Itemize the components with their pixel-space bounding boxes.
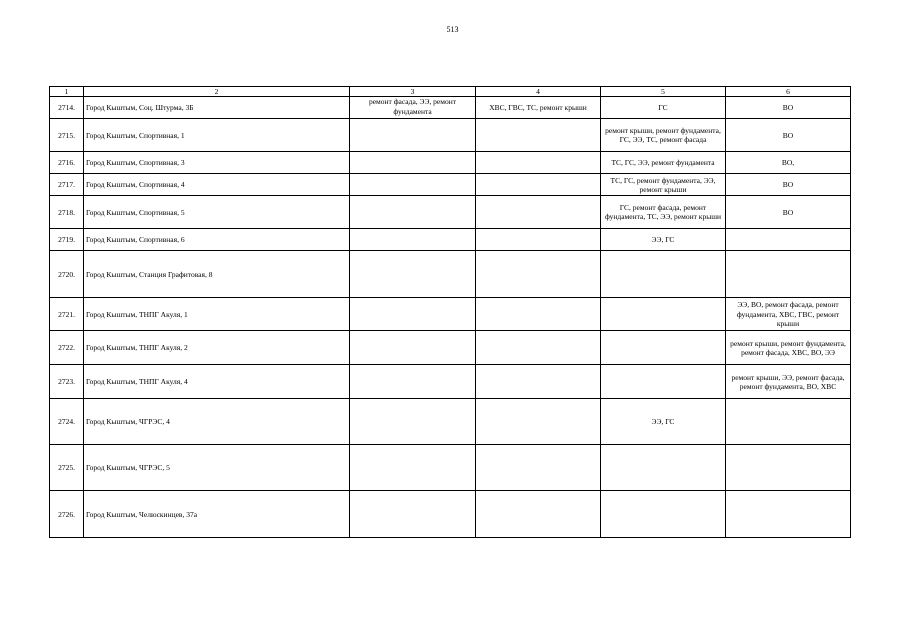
column-6-cell: ВО [726, 97, 851, 119]
header-cell: 2 [84, 87, 350, 97]
header-cell: 5 [601, 87, 726, 97]
table-row [50, 445, 851, 491]
column-4-cell [476, 251, 601, 298]
address-cell: Город Кыштым, Спортивная, 5 [84, 196, 350, 229]
address-cell: Город Кыштым, ТНПГ Акуля, 1 [84, 298, 350, 331]
table-row [50, 399, 851, 445]
row-number: 2723. [50, 365, 84, 399]
column-5-cell: ремонт крыши, ремонт фундамента, ГС, ЭЭ, ТС, ремонт фасада [601, 119, 726, 152]
column-4-cell [476, 196, 601, 229]
table-row [50, 365, 851, 399]
column-5-cell: ГС [601, 97, 726, 119]
column-4-cell [476, 152, 601, 174]
header-cell: 6 [726, 87, 851, 97]
row-number: 2718. [50, 196, 84, 229]
column-3-cell [350, 399, 476, 445]
column-5-cell: ТС, ГС, ЭЭ, ремонт фундамента [601, 152, 726, 174]
column-4-cell [476, 365, 601, 399]
column-5-cell [601, 445, 726, 491]
column-6-cell: ЭЭ, ВО, ремонт фасада, ремонт фундамента, ХВС, ГВС, ремонт крыши [726, 298, 851, 331]
address-cell: Город Кыштым, ЧГРЭС, 4 [84, 399, 350, 445]
column-5-cell: ГС, ремонт фасада, ремонт фундамента, ТС, ЭЭ, ремонт крыши [601, 196, 726, 229]
table-row [50, 229, 851, 251]
header-cell: 1 [50, 87, 84, 97]
table-row [50, 491, 851, 538]
column-4-cell [476, 229, 601, 251]
table-row [50, 298, 851, 331]
column-3-cell [350, 174, 476, 196]
address-cell: Город Кыштым, ТНПГ Акуля, 4 [84, 365, 350, 399]
page-number: 513 [446, 25, 459, 34]
column-5-cell [601, 331, 726, 365]
row-number: 2717. [50, 174, 84, 196]
column-3-cell [350, 445, 476, 491]
column-3-cell [350, 251, 476, 298]
address-cell: Город Кыштым, Спортивная, 1 [84, 119, 350, 152]
row-number: 2724. [50, 399, 84, 445]
address-cell: Город Кыштым, Спортивная, 3 [84, 152, 350, 174]
address-cell: Город Кыштым, ТНПГ Акуля, 2 [84, 331, 350, 365]
column-4-cell [476, 399, 601, 445]
header-cell: 3 [350, 87, 476, 97]
column-4-cell [476, 445, 601, 491]
column-3-cell [350, 331, 476, 365]
column-5-cell: ЭЭ, ГС [601, 229, 726, 251]
column-6-cell: ремонт крыши, ЭЭ, ремонт фасада, ремонт фундамента, ВО, ХВС [726, 365, 851, 399]
row-number: 2714. [50, 97, 84, 119]
column-3-cell [350, 229, 476, 251]
row-number: 2716. [50, 152, 84, 174]
column-4-cell [476, 491, 601, 538]
column-6-cell [726, 251, 851, 298]
column-3-cell: ремонт фасада, ЭЭ, ремонт фундамента [350, 97, 476, 119]
address-cell: Город Кыштым, Спортивная, 4 [84, 174, 350, 196]
table-row [50, 97, 851, 119]
column-4-cell [476, 331, 601, 365]
address-cell: Город Кыштым, Челюскинцев, 37а [84, 491, 350, 538]
column-3-cell [350, 365, 476, 399]
table-row [50, 196, 851, 229]
address-cell: Город Кыштым, Спортивная, 6 [84, 229, 350, 251]
column-3-cell [350, 298, 476, 331]
address-cell: Город Кыштым, Соц. Штурма, 3Б [84, 97, 350, 119]
table-row [50, 174, 851, 196]
column-6-cell [726, 399, 851, 445]
row-number: 2722. [50, 331, 84, 365]
address-cell: Город Кыштым, ЧГРЭС, 5 [84, 445, 350, 491]
column-5-cell [601, 298, 726, 331]
column-5-cell [601, 491, 726, 538]
table-row [50, 251, 851, 298]
column-6-cell: ВО [726, 174, 851, 196]
column-4-cell: ХВС, ГВС, ТС, ремонт крыши [476, 97, 601, 119]
row-number: 2719. [50, 229, 84, 251]
table-row [50, 331, 851, 365]
column-6-cell: ВО, [726, 152, 851, 174]
row-number: 2720. [50, 251, 84, 298]
table-row [50, 119, 851, 152]
column-4-cell [476, 298, 601, 331]
column-5-cell [601, 251, 726, 298]
row-number: 2725. [50, 445, 84, 491]
address-cell: Город Кыштым, Станция Графитовая, 8 [84, 251, 350, 298]
column-3-cell [350, 196, 476, 229]
column-3-cell [350, 119, 476, 152]
column-6-cell [726, 491, 851, 538]
column-4-cell [476, 119, 601, 152]
header-row [50, 87, 851, 97]
row-number: 2721. [50, 298, 84, 331]
row-number: 2715. [50, 119, 84, 152]
column-6-cell: ВО [726, 196, 851, 229]
column-3-cell [350, 152, 476, 174]
repair-table [49, 86, 851, 538]
column-5-cell: ТС, ГС, ремонт фундамента, ЭЭ, ремонт крыши [601, 174, 726, 196]
column-6-cell: ремонт крыши, ремонт фундамента, ремонт фасада, ХВС, ВО, ЭЭ [726, 331, 851, 365]
column-5-cell [601, 365, 726, 399]
table-row [50, 152, 851, 174]
column-4-cell [476, 174, 601, 196]
column-6-cell [726, 229, 851, 251]
column-3-cell [350, 491, 476, 538]
column-6-cell: ВО [726, 119, 851, 152]
header-cell: 4 [476, 87, 601, 97]
column-5-cell: ЭЭ, ГС [601, 399, 726, 445]
column-6-cell [726, 445, 851, 491]
row-number: 2726. [50, 491, 84, 538]
